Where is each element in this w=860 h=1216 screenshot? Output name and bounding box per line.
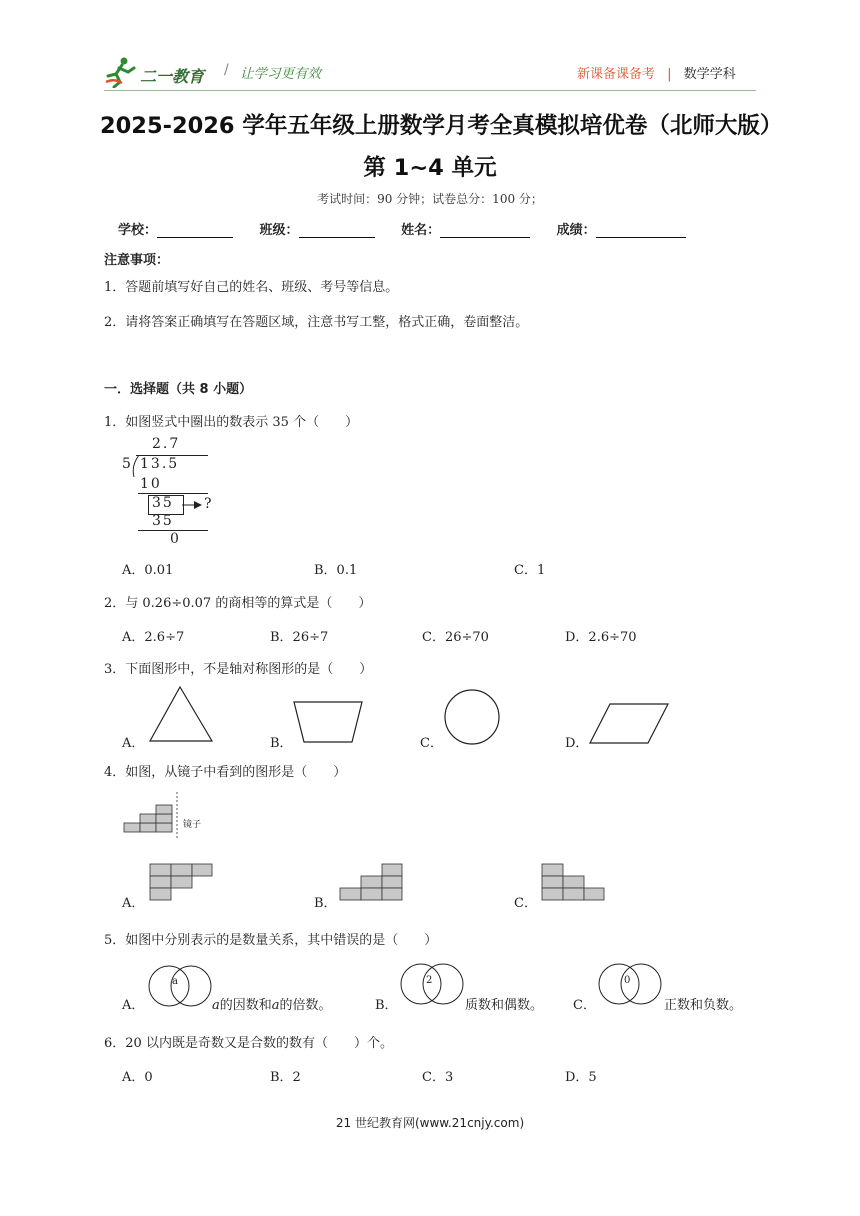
q2-option-b[interactable]: B．26÷7 [270, 630, 329, 645]
q5-option-c-letter[interactable]: C． [573, 998, 596, 1013]
runner-logo-icon [104, 56, 140, 88]
venn-c-center: 0 [624, 975, 631, 986]
question-1-text: 1．如图竖式中圈出的数表示 35 个（ ） [104, 415, 359, 430]
q3-option-a[interactable]: A． [122, 736, 145, 751]
q2-option-a[interactable]: A．2.6÷7 [122, 630, 185, 645]
q4-option-b[interactable]: B． [314, 896, 337, 911]
q6-option-a[interactable]: A．0 [122, 1070, 153, 1085]
q1-option-c[interactable]: C．1 [514, 563, 546, 578]
division-remainder: 0 [170, 531, 181, 547]
score-label: 成绩： [556, 223, 596, 238]
q5-option-a-letter[interactable]: A． [122, 998, 145, 1013]
q6-option-b[interactable]: B．2 [270, 1070, 301, 1085]
page-footer: 21 世纪教育网(www.21cnjy.com) [335, 1116, 525, 1130]
q5-option-a-desc: a的因数和a的倍数。 [212, 998, 332, 1013]
question-2-text: 2．与 0.26÷0.07 的商相等的算式是（ ） [104, 596, 372, 611]
student-info-row [118, 219, 686, 238]
q6-option-c[interactable]: C．3 [422, 1070, 454, 1085]
venn-b-center: 2 [426, 975, 433, 986]
q3-option-b[interactable]: B． [270, 736, 293, 751]
q3-option-c[interactable]: C． [420, 736, 443, 751]
venn-diagram-a-icon [147, 964, 213, 1008]
division-divisor: 5 [122, 456, 133, 472]
q1-option-a[interactable]: A．0.01 [122, 563, 174, 578]
triangle-shape-icon [148, 685, 214, 743]
question-4-text: 4．如图，从镜子中看到的图形是（ ） [104, 765, 347, 780]
name-label: 姓名： [401, 223, 441, 238]
q3-option-d[interactable]: D． [565, 736, 589, 751]
q4-option-c[interactable]: C． [514, 896, 537, 911]
school-label: 学校： [118, 223, 158, 238]
mirror-label: 镜子 [183, 820, 202, 830]
division-step-3: 35 [152, 513, 174, 529]
class-field[interactable] [299, 223, 375, 238]
class-label: 班级： [259, 223, 299, 238]
long-division-figure [118, 436, 218, 548]
q5-option-b-letter[interactable]: B． [375, 998, 398, 1013]
option-a-blocks-figure [148, 862, 214, 902]
parallelogram-shape-icon [588, 702, 670, 746]
arrow-icon [182, 500, 204, 510]
division-quotient: 2.7 [152, 436, 181, 452]
name-field[interactable] [440, 223, 530, 238]
exam-info: 考试时间：90 分钟；试卷总分：100 分； [317, 192, 543, 206]
question-6-text: 6．20 以内既是奇数又是合数的数有（ ）个。 [104, 1036, 393, 1051]
division-step-2: 35 [152, 495, 174, 511]
question-3-text: 3．下面图形中，不是轴对称图形的是（ ） [104, 662, 373, 677]
division-dividend: 13.5 [140, 456, 180, 472]
logo-text: 二一教育 [140, 67, 205, 86]
q1-option-b[interactable]: B．0.1 [314, 563, 358, 578]
question-mark: ? [204, 496, 212, 512]
var-a: a [212, 998, 220, 1013]
trapezoid-shape-icon [292, 700, 364, 744]
score-field[interactable] [596, 223, 686, 238]
q6-option-d[interactable]: D．5 [565, 1070, 597, 1085]
header-slogan: 让学习更有效 [240, 66, 321, 82]
staircase-figure [122, 790, 222, 840]
page-subtitle: 第 1~4 单元 [363, 155, 497, 181]
header-right-right: 数学学科 [683, 67, 736, 82]
venn-a-center: a [172, 976, 178, 987]
q2-option-d[interactable]: D．2.6÷70 [565, 630, 637, 645]
division-rule-1 [138, 493, 208, 494]
note-item-2: 2．请将答案正确填写在答题区域，注意书写工整，格式正确，卷面整洁。 [104, 315, 529, 330]
option-b-blocks-figure [338, 862, 404, 902]
header-right [577, 63, 736, 82]
var-a-2: a [271, 998, 280, 1013]
q2-option-c[interactable]: C．26÷70 [422, 630, 489, 645]
note-item-1: 1．答题前填写好自己的姓名、班级、考号等信息。 [104, 280, 399, 295]
q4-option-a[interactable]: A． [122, 896, 145, 911]
header-rule [104, 90, 756, 91]
circle-shape-icon [443, 688, 501, 746]
division-step-1: 10 [140, 476, 162, 492]
page-title: 2025-2026 学年五年级上册数学月考全真模拟培优卷（北师大版） [100, 113, 783, 139]
header-logo [104, 56, 214, 88]
header-right-left: 新课备课备考 [577, 67, 656, 82]
q5-option-b-desc: 质数和偶数。 [465, 998, 544, 1013]
q5-option-c-desc: 正数和负数。 [664, 998, 743, 1013]
question-5-text: 5．如图中分别表示的是数量关系，其中错误的是（ ） [104, 933, 438, 948]
header-right-sep: | [667, 67, 672, 82]
option-c-blocks-figure [540, 862, 606, 902]
section-heading: 一．选择题（共 8 小题） [104, 382, 253, 397]
notes-heading: 注意事项： [104, 253, 170, 268]
school-field[interactable] [157, 223, 233, 238]
header-divider-slash: / [224, 62, 229, 78]
